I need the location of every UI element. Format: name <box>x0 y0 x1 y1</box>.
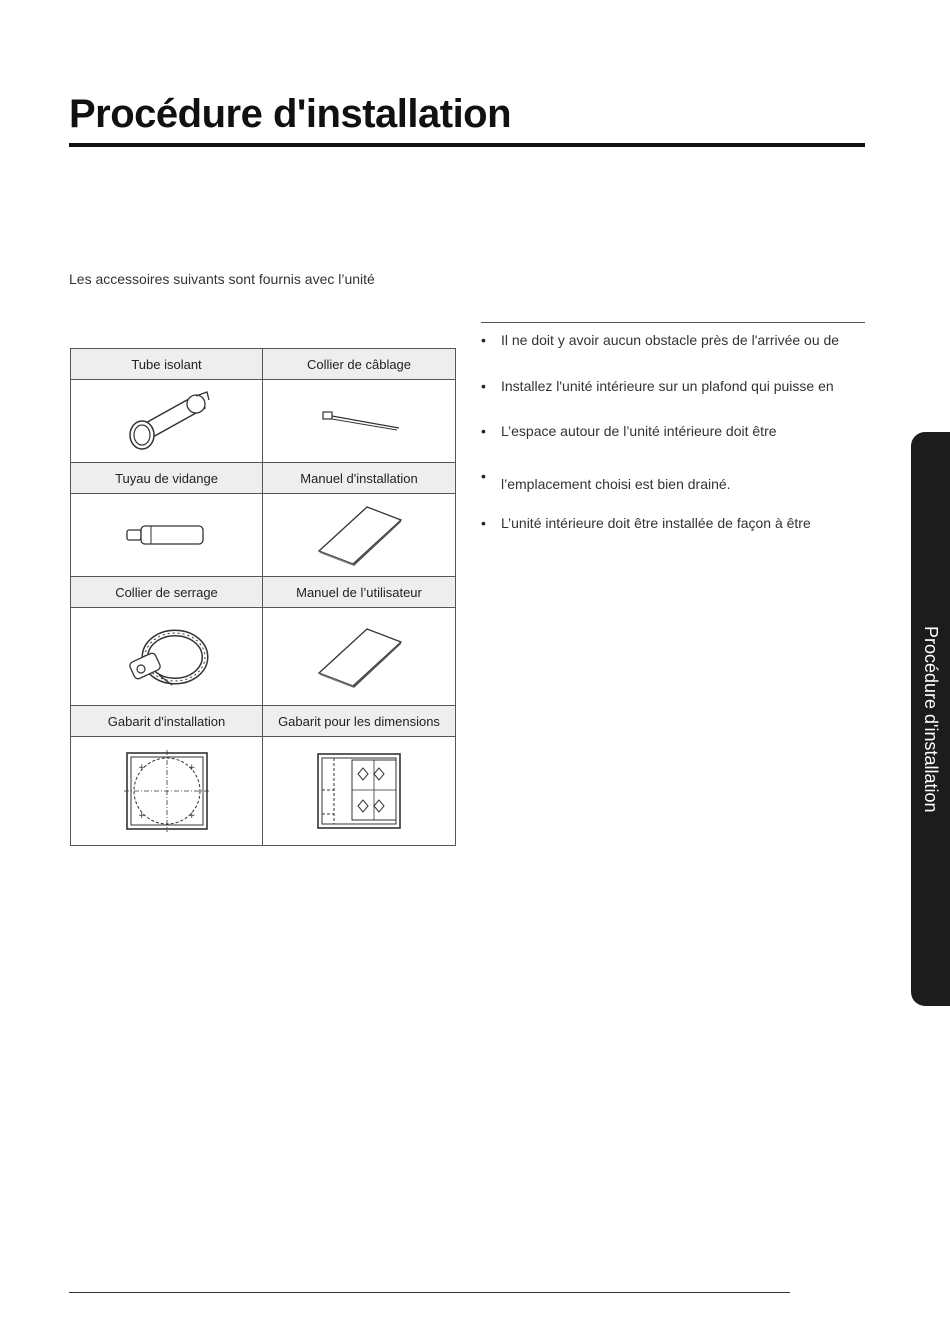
intro-text: Les accessoires suivants sont fournis avec l’unité <box>69 271 375 287</box>
requirements-list <box>481 332 865 531</box>
accessory-image-cell <box>71 494 263 577</box>
section-divider <box>481 322 865 323</box>
manual-icon <box>309 504 409 566</box>
accessory-image-cell <box>263 380 456 463</box>
accessory-label: Collier de câblage <box>263 349 456 380</box>
manual-icon <box>309 626 409 688</box>
accessory-image-cell <box>263 608 456 706</box>
accessory-label: Gabarit d'installation <box>71 706 263 737</box>
svg-text:+: + <box>187 811 196 821</box>
accessories-table <box>70 348 456 846</box>
dimension-template-icon <box>314 750 404 832</box>
side-section-tab <box>911 432 950 1006</box>
list-item-continuation: • l’emplacement choisi est bien drainé. <box>501 476 731 492</box>
svg-text:+: + <box>187 763 196 773</box>
list-item <box>481 468 865 515</box>
list-item-text: Il ne doit y avoir aucun obstacle près de l'arrivée ou de <box>501 332 840 348</box>
accessory-label: Collier de serrage <box>71 577 263 608</box>
list-item <box>481 423 865 468</box>
accessory-label: Gabarit pour les dimensions <box>263 706 456 737</box>
cable-tie-icon <box>309 401 409 441</box>
hose-clamp-icon <box>117 617 217 697</box>
list-item <box>481 515 865 531</box>
accessory-image-cell <box>263 494 456 577</box>
list-item-text: Installez l'unité intérieure sur un plafond qui puisse en <box>501 378 834 394</box>
footer-divider <box>69 1292 790 1293</box>
list-item-text: L’unité intérieure doit être installée de façon à être <box>501 515 811 531</box>
accessory-image-cell <box>263 737 456 846</box>
accessory-label: Manuel de l’utilisateur <box>263 577 456 608</box>
accessory-image-cell <box>71 608 263 706</box>
installation-template-icon <box>122 748 212 834</box>
list-item <box>481 332 865 378</box>
side-tab-label: Procédure d'installation <box>921 625 941 813</box>
accessory-image-cell <box>71 380 263 463</box>
list-item <box>481 378 865 423</box>
accessory-label: Tuyau de vidange <box>71 463 263 494</box>
svg-text:+: + <box>137 811 146 821</box>
title-divider <box>69 143 865 147</box>
accessory-label: Tube isolant <box>71 349 263 380</box>
page-title: Procédure d'installation <box>69 92 512 136</box>
accessory-label: Manuel d'installation <box>263 463 456 494</box>
svg-text:+: + <box>137 763 146 773</box>
list-item-text: L’espace autour de l’unité intérieure doit être <box>501 423 777 439</box>
insulation-tube-icon <box>117 386 217 456</box>
accessory-image-cell <box>71 737 263 846</box>
drain-hose-icon <box>117 515 217 555</box>
